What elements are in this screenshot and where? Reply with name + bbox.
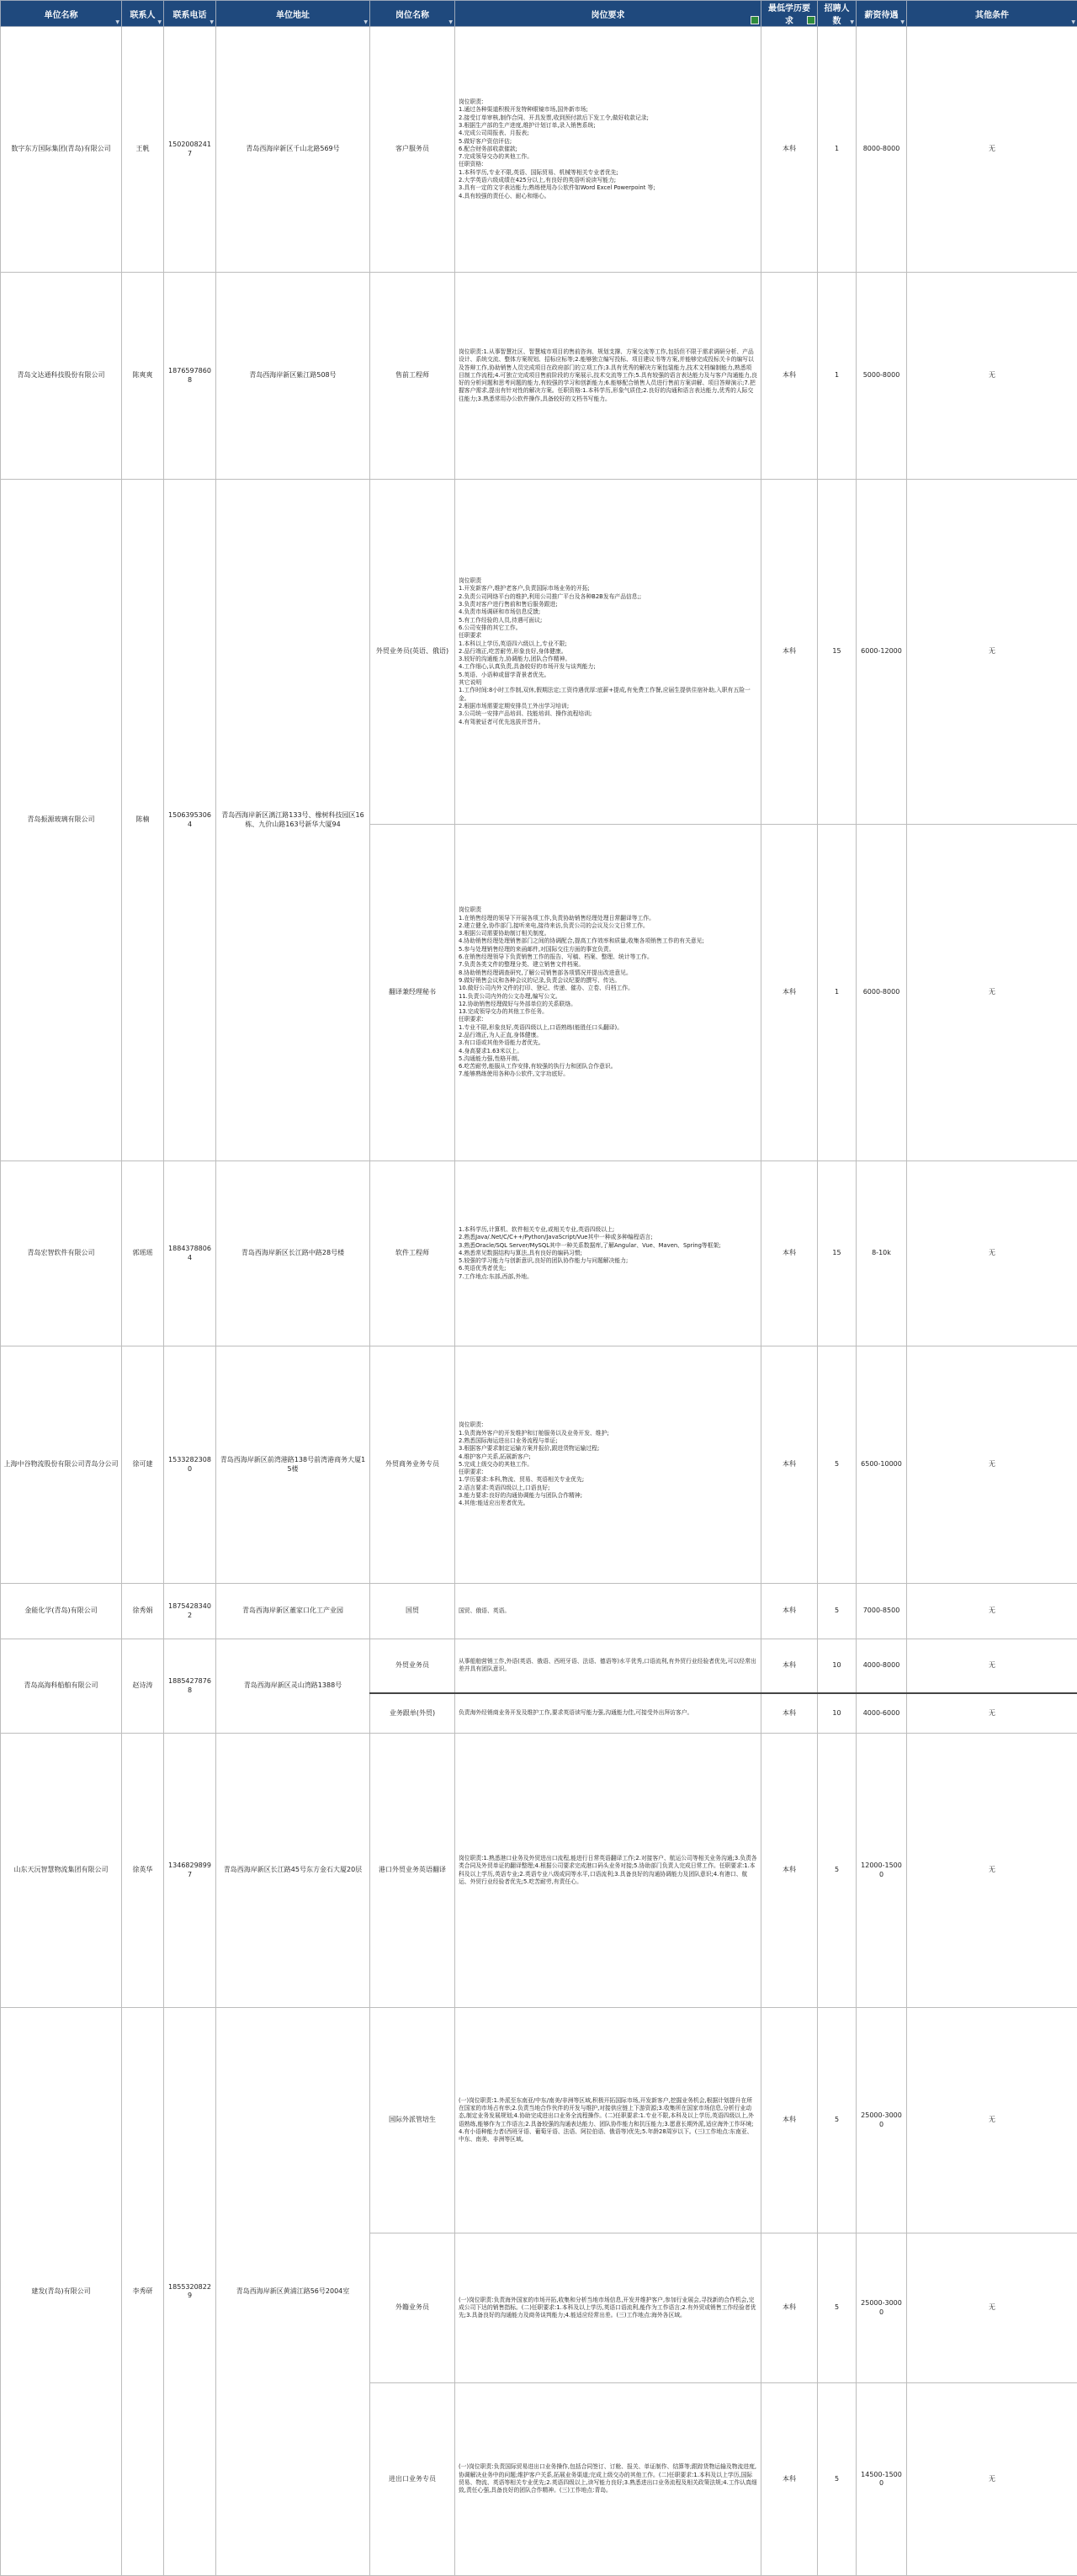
column-header[interactable] (216, 1, 370, 27)
job-title-cell-text: 国际外派管培生 (373, 2116, 452, 2125)
table-row (1, 27, 1077, 273)
education-cell (761, 273, 818, 480)
salary-cell (857, 1639, 907, 1693)
contact-cell (122, 1346, 164, 1584)
phone-cell (164, 1346, 216, 1584)
address-cell (216, 273, 370, 480)
contact-cell (122, 2008, 164, 2576)
phone-cell (164, 1639, 216, 1734)
headcount-cell (818, 1161, 857, 1346)
company-cell-text: 青岛高海科船舶有限公司 (3, 1681, 119, 1691)
salary-cell (857, 2383, 907, 2576)
other-conditions-cell (907, 1693, 1077, 1734)
job-title-cell-text: 港口外贸业务英语翻译 (373, 1866, 452, 1875)
headcount-cell-text: 5 (820, 1607, 853, 1616)
salary-cell (857, 273, 907, 480)
job-title-cell-text: 外贸业务员(英语、俄语) (373, 647, 452, 656)
address-cell (216, 27, 370, 273)
job-requirements-cell (455, 825, 761, 1161)
education-cell-text: 本科 (764, 2116, 814, 2125)
salary-cell (857, 2233, 907, 2383)
other-conditions-cell (907, 825, 1077, 1161)
other-conditions-cell-text: 无 (910, 371, 1074, 380)
contact-cell-text: 赵诗涛 (125, 1681, 161, 1691)
headcount-cell-text: 15 (820, 647, 853, 656)
company-cell (1, 27, 122, 273)
education-cell-text: 本科 (764, 2475, 814, 2484)
job-title-cell-text: 进出口业务专员 (373, 2475, 452, 2484)
column-header[interactable] (761, 1, 818, 27)
contact-cell-text: 陈楠 (125, 815, 161, 825)
filter-active-icon[interactable] (751, 16, 759, 24)
address-cell-text: 青岛西海岸新区灵山湾路1388号 (219, 1681, 367, 1691)
column-header-label: 其他条件 (975, 11, 1009, 20)
headcount-cell (818, 1346, 857, 1584)
other-conditions-cell-text: 无 (910, 2303, 1074, 2313)
job-title-cell (370, 1734, 455, 2008)
job-title-cell-text: 客户服务员 (373, 145, 452, 154)
phone-cell-text: 18854278768 (167, 1677, 213, 1695)
address-cell (216, 1639, 370, 1734)
contact-cell-text: 李秀研 (125, 2287, 161, 2297)
column-header-label: 联系人 (130, 11, 156, 20)
job-requirements-cell-text: 从事船舶营销工作,外语(英语、俄语、西班牙语、法语、德语等)水平优秀,口语流利,有外贸行业经验者优先,可以经常出差并具有团队意识。 (459, 1658, 757, 1674)
job-title-cell (370, 1639, 455, 1693)
contact-cell (122, 1584, 164, 1639)
phone-cell (164, 27, 216, 273)
education-cell-text: 本科 (764, 1661, 814, 1670)
address-cell-text: 青岛西海岸新区千山北路569号 (219, 145, 367, 154)
headcount-cell (818, 1584, 857, 1639)
job-requirements-cell (455, 1639, 761, 1693)
job-title-cell (370, 825, 455, 1161)
phone-cell-text: 15332823080 (167, 1456, 213, 1474)
company-cell-text: 金能化学(青岛)有限公司 (3, 1607, 119, 1616)
table-row (1, 480, 1077, 825)
column-header[interactable] (164, 1, 216, 27)
other-conditions-cell (907, 2383, 1077, 2576)
job-requirements-cell (455, 1346, 761, 1584)
salary-cell-text: 25000-30000 (859, 2299, 904, 2317)
company-cell-text: 青岛宏智软件有限公司 (3, 1249, 119, 1258)
job-requirements-cell (455, 2383, 761, 2576)
job-title-cell-text: 业务跟单(外贸) (373, 1709, 452, 1718)
education-cell-text: 本科 (764, 2303, 814, 2313)
contact-cell (122, 1161, 164, 1346)
salary-cell-text: 7000-8500 (859, 1607, 904, 1616)
dropdown-arrow-icon[interactable]: ▼ (363, 19, 368, 25)
phone-cell (164, 480, 216, 1161)
address-cell-text: 青岛西海岸新区长江路45号东方金石大厦20层 (219, 1866, 367, 1875)
contact-cell (122, 480, 164, 1161)
job-title-cell-text: 翻译兼经理秘书 (373, 988, 452, 997)
company-cell (1, 1161, 122, 1346)
headcount-cell (818, 273, 857, 480)
column-header[interactable] (455, 1, 761, 27)
salary-cell (857, 480, 907, 825)
column-header-label: 单位地址 (276, 11, 310, 20)
job-requirements-cell-text: 岗位职责: 1.通过各种渠道积极开发特种眼镜市场,国外新市场; 2.接受订单审核,制作合同、开具发票,收到预付款后下发工令,做好收款记录; 3.根据生产部的生产进度,维护计划订单,录入销售系统; 4.完成公司周报表、月报表; 5.做好客户资信评估; 6.配合财务部收款催款; 7.完成领导交办的其他工作。 任职资格: 1.本科学历,专业不限,英语、国际贸易、机械等相关专业者优先; 2.大学英语六级成绩在425分以上,有良好的英语听说读写能力; 3.具有一定的文字表达能力;熟练使用办公软件如Word Excel Powerpoint 等; 4.具有较强的责任心、耐心和细心。 (459, 98, 757, 200)
other-conditions-cell (907, 2233, 1077, 2383)
job-title-cell-text: 外贸商务业务专员 (373, 1460, 452, 1469)
table-row (1, 1639, 1077, 1693)
job-title-cell-text: 售前工程师 (373, 371, 452, 380)
headcount-cell (818, 480, 857, 825)
table-body (1, 27, 1077, 2576)
salary-cell-text: 4000-6000 (859, 1709, 904, 1718)
contact-cell (122, 1734, 164, 2008)
salary-cell (857, 1161, 907, 1346)
education-cell-text: 本科 (764, 371, 814, 380)
job-requirements-cell (455, 273, 761, 480)
other-conditions-cell (907, 27, 1077, 273)
address-cell (216, 1734, 370, 2008)
other-conditions-cell (907, 1584, 1077, 1639)
dropdown-arrow-icon[interactable]: ▼ (850, 19, 854, 25)
table-row (1, 2008, 1077, 2233)
headcount-cell-text: 5 (820, 2475, 853, 2484)
other-conditions-cell (907, 1639, 1077, 1693)
company-cell-text: 山东天沅智慧物流集团有限公司 (3, 1866, 119, 1875)
column-header-label: 岗位要求 (592, 11, 625, 20)
other-conditions-cell-text: 无 (910, 2116, 1074, 2125)
salary-cell (857, 1734, 907, 2008)
education-cell (761, 480, 818, 825)
education-cell (761, 1161, 818, 1346)
job-title-cell (370, 2233, 455, 2383)
table-row (1, 1161, 1077, 1346)
phone-cell-text: 18553208229 (167, 2283, 213, 2301)
phone-cell (164, 1734, 216, 2008)
salary-cell-text: 25000-30000 (859, 2111, 904, 2129)
job-requirements-cell-text: 岗位职责: 1.负责海外客户的开发维护和订舱服务以及业务开发、维护; 2.熟悉国际海运进出口业务流程与单证; 3.根据客户要求制定运输方案并报价,跟进货物运输过程; 4.维护客户关系,拓展新客户; 5.完成上级交办的其他工作。 任职要求: 1.学历要求:本科,物流、贸易、英语相关专业优先; 2.语言要求:英语四级以上,口语良好; 3.能力要求:良好的沟通协调能力与团队合作精神; 4.其他:能适应出差者优先。 (459, 1421, 757, 1507)
job-requirements-cell (455, 1693, 761, 1734)
job-requirements-cell-text: 岗位职责:1.熟悉港口业务及外贸进出口流程,能进行日常英语翻译工作;2.对接客户、航运公司等相关业务沟通;3.负责各类合同及外贸单证的翻译整理;4.根据公司要求完成港口码头业务对接;5.协助部门负责人完成日常工作。任职要求:1.本科及以上学历,英语专业;2.英语专业八级或同等水平,口语流利;3.具备良好的沟通协调能力及团队意识;4.有港口、航运、外贸行业经验者优先;5.吃苦耐劳,有责任心。 (459, 1855, 757, 1886)
job-title-cell-text: 外贸业务员 (373, 1661, 452, 1670)
other-conditions-cell-text: 无 (910, 1249, 1074, 1258)
job-requirements-cell-text: (一)岗位职责:负责国际贸易进出口业务操作,包括合同签订、订舱、报关、单证制作、结算等;跟踪货物运输及物流进度,协调解决业务中的问题;维护客户关系,拓展业务渠道;完成上级交办的其他工作。(二)任职要求:1.本科及以上学历,国际贸易、物流、英语等相关专业优先;2.英语四级以上,读写能力良好;3.熟悉进出口业务流程及相关政策法规;4.工作认真细致,责任心强,具备良好的团队合作精神。(三)工作地点:青岛。 (459, 2463, 757, 2494)
education-cell-text: 本科 (764, 1249, 814, 1258)
address-cell (216, 1346, 370, 1584)
company-cell-text: 建发(青岛)有限公司 (3, 2287, 119, 2297)
other-conditions-cell-text: 无 (910, 988, 1074, 997)
headcount-cell-text: 15 (820, 1249, 853, 1258)
dropdown-arrow-icon[interactable]: ▼ (1071, 19, 1075, 25)
education-cell (761, 1734, 818, 2008)
other-conditions-cell-text: 无 (910, 2475, 1074, 2484)
education-cell (761, 2233, 818, 2383)
education-cell-text: 本科 (764, 1866, 814, 1875)
salary-cell-text: 6500-10000 (859, 1460, 904, 1469)
job-title-cell (370, 2383, 455, 2576)
job-requirements-cell (455, 1161, 761, 1346)
other-conditions-cell (907, 1346, 1077, 1584)
salary-cell-text: 4000-8000 (859, 1661, 904, 1670)
dropdown-arrow-icon[interactable]: ▼ (448, 19, 453, 25)
column-header[interactable] (1, 1, 122, 27)
dropdown-arrow-icon[interactable]: ▼ (115, 19, 119, 25)
job-requirements-cell (455, 1734, 761, 2008)
contact-cell-text: 徐秀娟 (125, 1607, 161, 1616)
contact-cell (122, 27, 164, 273)
address-cell-text: 青岛西海岸新区董家口化工产业园 (219, 1607, 367, 1616)
column-header[interactable] (857, 1, 907, 27)
headcount-cell-text: 5 (820, 1460, 853, 1469)
education-cell (761, 1639, 818, 1693)
job-requirements-cell (455, 1584, 761, 1639)
education-cell (761, 2383, 818, 2576)
column-header[interactable] (818, 1, 857, 27)
table-row (1, 273, 1077, 480)
job-title-cell-text: 软件工程师 (373, 1249, 452, 1258)
other-conditions-cell (907, 273, 1077, 480)
job-requirements-cell-text: (一)岗位职责:1.外派至东南亚/中东/南美/非洲等区域,积极开拓国际市场,开发新客户,挖掘业务机会,根据计划提升在所在国家的市场占有率;2.负责当地合作伙伴的开发与维护,对接供应链上下游资源;3.收集所在国家市场信息,分析行业动态,制定业务发展规划;4.协助完成进出口业务全流程操作。(二)任职要求:1.专业不限,本科及以上学历,英语四级以上,外语熟练,能够作为工作语言;2.具备较强的沟通表达能力、团队协作能力和抗压能力;3.愿意长期外派,适应海外工作环境;4.有小语种能力者(西班牙语、葡萄牙语、法语、阿拉伯语、俄语等)优先;5.年龄28周岁以下。(三)工作地点:东南亚、中东、南美、非洲等区域。 (459, 2097, 757, 2144)
column-header-label: 岗位名称 (395, 11, 429, 20)
address-cell (216, 480, 370, 1161)
salary-cell-text: 8000-8000 (859, 145, 904, 154)
salary-cell (857, 825, 907, 1161)
address-cell-text: 青岛西海岸新区漓江路133号、橡树科技园区16栋、九价山路163号新华大厦94 (219, 811, 367, 829)
headcount-cell (818, 825, 857, 1161)
headcount-cell (818, 1693, 857, 1734)
headcount-cell-text: 1 (820, 371, 853, 380)
salary-cell-text: 14500-15000 (859, 2471, 904, 2488)
job-requirements-cell-text: 国贸、俄语、英语。 (459, 1607, 757, 1615)
job-title-cell (370, 273, 455, 480)
contact-cell (122, 1639, 164, 1734)
job-requirements-cell-text: 1.本科学历,计算机、软件相关专业,或相关专业,英语四级以上; 2.熟悉Java/.Net/C/C++/Python/JavaScript/Vue其中一种或多种编程语言; 3.熟悉Oracle/SQL Server/MySQL其中一种关系数据库,了解Angular、Vue、Maven、Spring等框架; 4.熟悉常见数据结构与算法,具有良好的编码习惯; 5.较强的学习能力与创新意识,良好的团队协作能力与问题解决能力; 6.英语优秀者优先; 7.工作地点:东部,西部,外地。 (459, 1226, 757, 1281)
address-cell-text: 青岛西海岸新区长江路中路28号楼 (219, 1249, 367, 1258)
headcount-cell-text: 1 (820, 988, 853, 997)
other-conditions-cell-text: 无 (910, 1661, 1074, 1670)
job-title-cell (370, 1161, 455, 1346)
phone-cell-text: 18843788064 (167, 1245, 213, 1262)
job-requirements-cell (455, 2233, 761, 2383)
company-cell (1, 1346, 122, 1584)
job-requirements-cell-text: (一)岗位职责:负责海外国家的市场开拓,收集和分析当地市场信息,开发并维护客户,参加行业展会,寻找新的合作机会,完成公司下达的销售指标。(二)任职要求:1.本科及以上学历,英语口语流利,能作为工作语言;2.有外贸或销售工作经验者优先;3.具备良好的沟通能力及商务谈判能力;4.能适应经常出差。(三)工作地点:海外各区域。 (459, 2297, 757, 2320)
headcount-cell-text: 5 (820, 2303, 853, 2313)
education-cell (761, 1693, 818, 1734)
salary-cell-text: 6000-8000 (859, 988, 904, 997)
column-header[interactable] (370, 1, 455, 27)
address-cell (216, 1161, 370, 1346)
salary-cell (857, 1693, 907, 1734)
company-cell (1, 480, 122, 1161)
company-cell-text: 青岛文达通科技股份有限公司 (3, 371, 119, 380)
column-header-label: 招聘人数 (825, 4, 850, 26)
column-header-label: 最低学历要求 (768, 4, 810, 26)
company-cell-text: 青岛振源玻璃有限公司 (3, 815, 119, 825)
other-conditions-cell (907, 1161, 1077, 1346)
contact-cell-text: 徐英华 (125, 1866, 161, 1875)
headcount-cell (818, 2383, 857, 2576)
headcount-cell-text: 10 (820, 1661, 853, 1670)
education-cell (761, 27, 818, 273)
job-requirements-cell-text: 岗位职责 1.开发新客户,维护老客户,负责国际市场业务的开拓; 2.负责公司网络平台的维护,利用公司推广平台及各种B2B发布产品信息;; 3.负责对客户进行售前和售后服务跟进; 4.负责市场调研和市场信息反馈; 5.有工作经验的人员,待遇可面议; 6.公司安排的其它工作。 任职要求 1.本科以上学历,英语四六级以上,专业不限; 2.品行端正,吃苦耐劳,形象良好,身体健康。 3.较好的沟通能力,协调能力,团队合作精神。 4.工作细心,认真负责,具备较好的市场开发与谈判能力; 5.英语、小语种或留学背景者优先。 其它说明 1.工作时间:8小时工作制,双休,假期法定;工资待遇优厚:底薪+提成,有免费工作餐,应届生提供住宿补助,入职有五险一金。 2.根据市场需要定期安排员工外出学习培训; 3.公司统一安排产品培训、技能培训、操作流程培训; 4.有驾驶证者可优先选拔并晋升。 (459, 577, 757, 726)
phone-cell-text: 15020082417 (167, 141, 213, 158)
other-conditions-cell (907, 480, 1077, 825)
education-cell-text: 本科 (764, 145, 814, 154)
education-cell-text: 本科 (764, 988, 814, 997)
education-cell-text: 本科 (764, 1607, 814, 1616)
phone-cell (164, 1161, 216, 1346)
salary-cell (857, 1346, 907, 1584)
job-title-cell (370, 480, 455, 825)
headcount-cell-text: 5 (820, 2116, 853, 2125)
dropdown-arrow-icon[interactable]: ▼ (900, 19, 905, 25)
headcount-cell (818, 1639, 857, 1693)
headcount-cell (818, 2008, 857, 2233)
address-cell (216, 2008, 370, 2576)
column-header-label: 薪资待遇 (865, 11, 899, 20)
phone-cell-text: 13468298997 (167, 1862, 213, 1879)
address-cell-text: 青岛西海岸新区黄浦江路56号2004室 (219, 2287, 367, 2297)
header-row (1, 1, 1077, 27)
contact-cell-text: 陈爽爽 (125, 371, 161, 380)
contact-cell-text: 王帆 (125, 145, 161, 154)
column-header-label: 联系电话 (173, 11, 207, 20)
table-row (1, 1584, 1077, 1639)
phone-cell-text: 18765978608 (167, 367, 213, 385)
company-cell (1, 273, 122, 480)
headcount-cell-text: 1 (820, 145, 853, 154)
job-title-cell (370, 1693, 455, 1734)
company-cell (1, 1734, 122, 2008)
salary-cell-text: 12000-15000 (859, 1862, 904, 1879)
phone-cell (164, 1584, 216, 1639)
phone-cell (164, 273, 216, 480)
other-conditions-cell-text: 无 (910, 1709, 1074, 1718)
job-requirements-cell (455, 2008, 761, 2233)
education-cell (761, 1584, 818, 1639)
job-requirements-cell-text: 负责海外经销商业务开发及维护工作,要求英语读写能力强,沟通能力佳,可接受外出拜访客户。 (459, 1709, 757, 1717)
education-cell (761, 1346, 818, 1584)
other-conditions-cell-text: 无 (910, 1866, 1074, 1875)
job-title-cell-text: 外籍业务员 (373, 2303, 452, 2313)
job-title-cell-text: 国贸 (373, 1607, 452, 1616)
column-header[interactable] (122, 1, 164, 27)
other-conditions-cell-text: 无 (910, 647, 1074, 656)
education-cell (761, 2008, 818, 2233)
table-row (1, 1346, 1077, 1584)
salary-cell-text: 6000-12000 (859, 647, 904, 656)
headcount-cell (818, 1734, 857, 2008)
other-conditions-cell (907, 1734, 1077, 2008)
job-requirements-cell-text: 岗位职责 1.在销售经理的领导下开展各项工作,负责协助销售经理处理日常翻译等工作。 2.建立健全,协作部门,接听来电,接待来访,负责公司的会议及公文日常工作。 3.根据公司需要协助制订相关制度。 4.协助销售经理处理销售部门之间的协调配合,提高工作效率和质量,收集各项销售工作的有关意见; 5.参与处理销售经理的来函邮件,对国际交往方面的事宜负责。 6.在销售经理领导下负责销售工作的报告、写稿、档案、整理、统计等工作。 7.负责各类文件的整理分类、建立销售文件档案。 8.协助销售经理调查研究,了解公司销售部各项情况并提出改进意见。 9.做好销售会议和各种会议的记录,负责会议纪要的撰写、传达。 10.做好公司内外文件的打印、登记、传递、催办、立卷、归档工作。 11.负责公司内外的公文办理,编写公文。 12.协助销售经理做好与外部单位的关系联络。 13.完成领导交办的其他工作任务。 任职要求: 1.专业不限,形象良好,英语四级以上,口语熟练(能胜任口头翻译)。 2.品行端正,为人正直,身体健康。 3.有口语或其他外语能力者优先。 4.身高要求1.63米以上。 5.沟通能力强,性格开朗。 6.吃苦耐劳,能服从工作安排,有较强的执行力和团队合作意识。 7.能够熟练使用各种办公软件,文字功底好。 (459, 906, 757, 1079)
company-cell (1, 1584, 122, 1639)
dropdown-arrow-icon[interactable]: ▼ (210, 19, 214, 25)
job-requirements-cell (455, 480, 761, 825)
headcount-cell (818, 27, 857, 273)
other-conditions-cell (907, 2008, 1077, 2233)
job-title-cell (370, 27, 455, 273)
salary-cell-text: 8-10k (859, 1249, 904, 1258)
company-cell-text: 上海中谷物流股份有限公司青岛分公司 (3, 1460, 119, 1469)
address-cell (216, 1584, 370, 1639)
education-cell (761, 825, 818, 1161)
column-header-label: 单位名称 (45, 11, 78, 20)
phone-cell (164, 2008, 216, 2576)
table-row (1, 1734, 1077, 2008)
contact-cell-text: 郭瑶瑶 (125, 1249, 161, 1258)
headcount-cell-text: 10 (820, 1709, 853, 1718)
address-cell-text: 青岛西海岸新区前湾港路138号前湾港商务大厦15楼 (219, 1456, 367, 1474)
other-conditions-cell-text: 无 (910, 1460, 1074, 1469)
education-cell-text: 本科 (764, 1460, 814, 1469)
phone-cell-text: 18754283402 (167, 1602, 213, 1620)
company-cell-text: 数字东方国际集团(青岛)有限公司 (3, 145, 119, 154)
job-title-cell (370, 2008, 455, 2233)
education-cell-text: 本科 (764, 647, 814, 656)
job-title-cell (370, 1584, 455, 1639)
filter-active-icon[interactable] (807, 16, 815, 24)
salary-cell (857, 2008, 907, 2233)
salary-cell (857, 1584, 907, 1639)
contact-cell (122, 273, 164, 480)
other-conditions-cell-text: 无 (910, 1607, 1074, 1616)
company-cell (1, 1639, 122, 1734)
education-cell-text: 本科 (764, 1709, 814, 1718)
address-cell-text: 青岛西海岸新区紫江路508号 (219, 371, 367, 380)
phone-cell-text: 15063953064 (167, 811, 213, 829)
headcount-cell (818, 2233, 857, 2383)
job-requirements-cell (455, 27, 761, 273)
headcount-cell-text: 5 (820, 1866, 853, 1875)
contact-cell-text: 徐可建 (125, 1460, 161, 1469)
salary-cell (857, 27, 907, 273)
job-title-cell (370, 1346, 455, 1584)
company-cell (1, 2008, 122, 2576)
other-conditions-cell-text: 无 (910, 145, 1074, 154)
job-requirements-cell-text: 岗位职责:1.从事智慧社区、智慧城市项目的售前咨询、规划支撑、方案交流等工作,包括但不限于需求调研分析、产品设计、系统交流、整体方案规划、招标应标等;2.能够独立编写投标、项目建议书等方案,并能够完成投标关卡的编写以及答辩工作,协助销售人员完成项目在政府部门的立项工作;3.具有优秀的解决方案包装能力,技术文档编制能力,熟悉项目制工作流程;4.可独立完成项目售前阶段的方案展示,技术交流等工作;5.具有较强的语言表达能力及与客户沟通能力,良好的分析问题和思考问题的能力,有较强的学习和创新能力;6.能够配合销售人员进行售前方案讲解、项目答辩演示;7.把握客户需求,提出有针对性的解决方案。任职资格:1.本科学历,形象气质佳;2.良好的沟通和语言表达能力,优秀的人际交往能力;3.熟悉常用办公软件操作,具备较好的文档书写能力。 (459, 348, 757, 403)
salary-cell-text: 5000-8000 (859, 371, 904, 380)
dropdown-arrow-icon[interactable]: ▼ (157, 19, 162, 25)
column-header[interactable] (907, 1, 1077, 27)
